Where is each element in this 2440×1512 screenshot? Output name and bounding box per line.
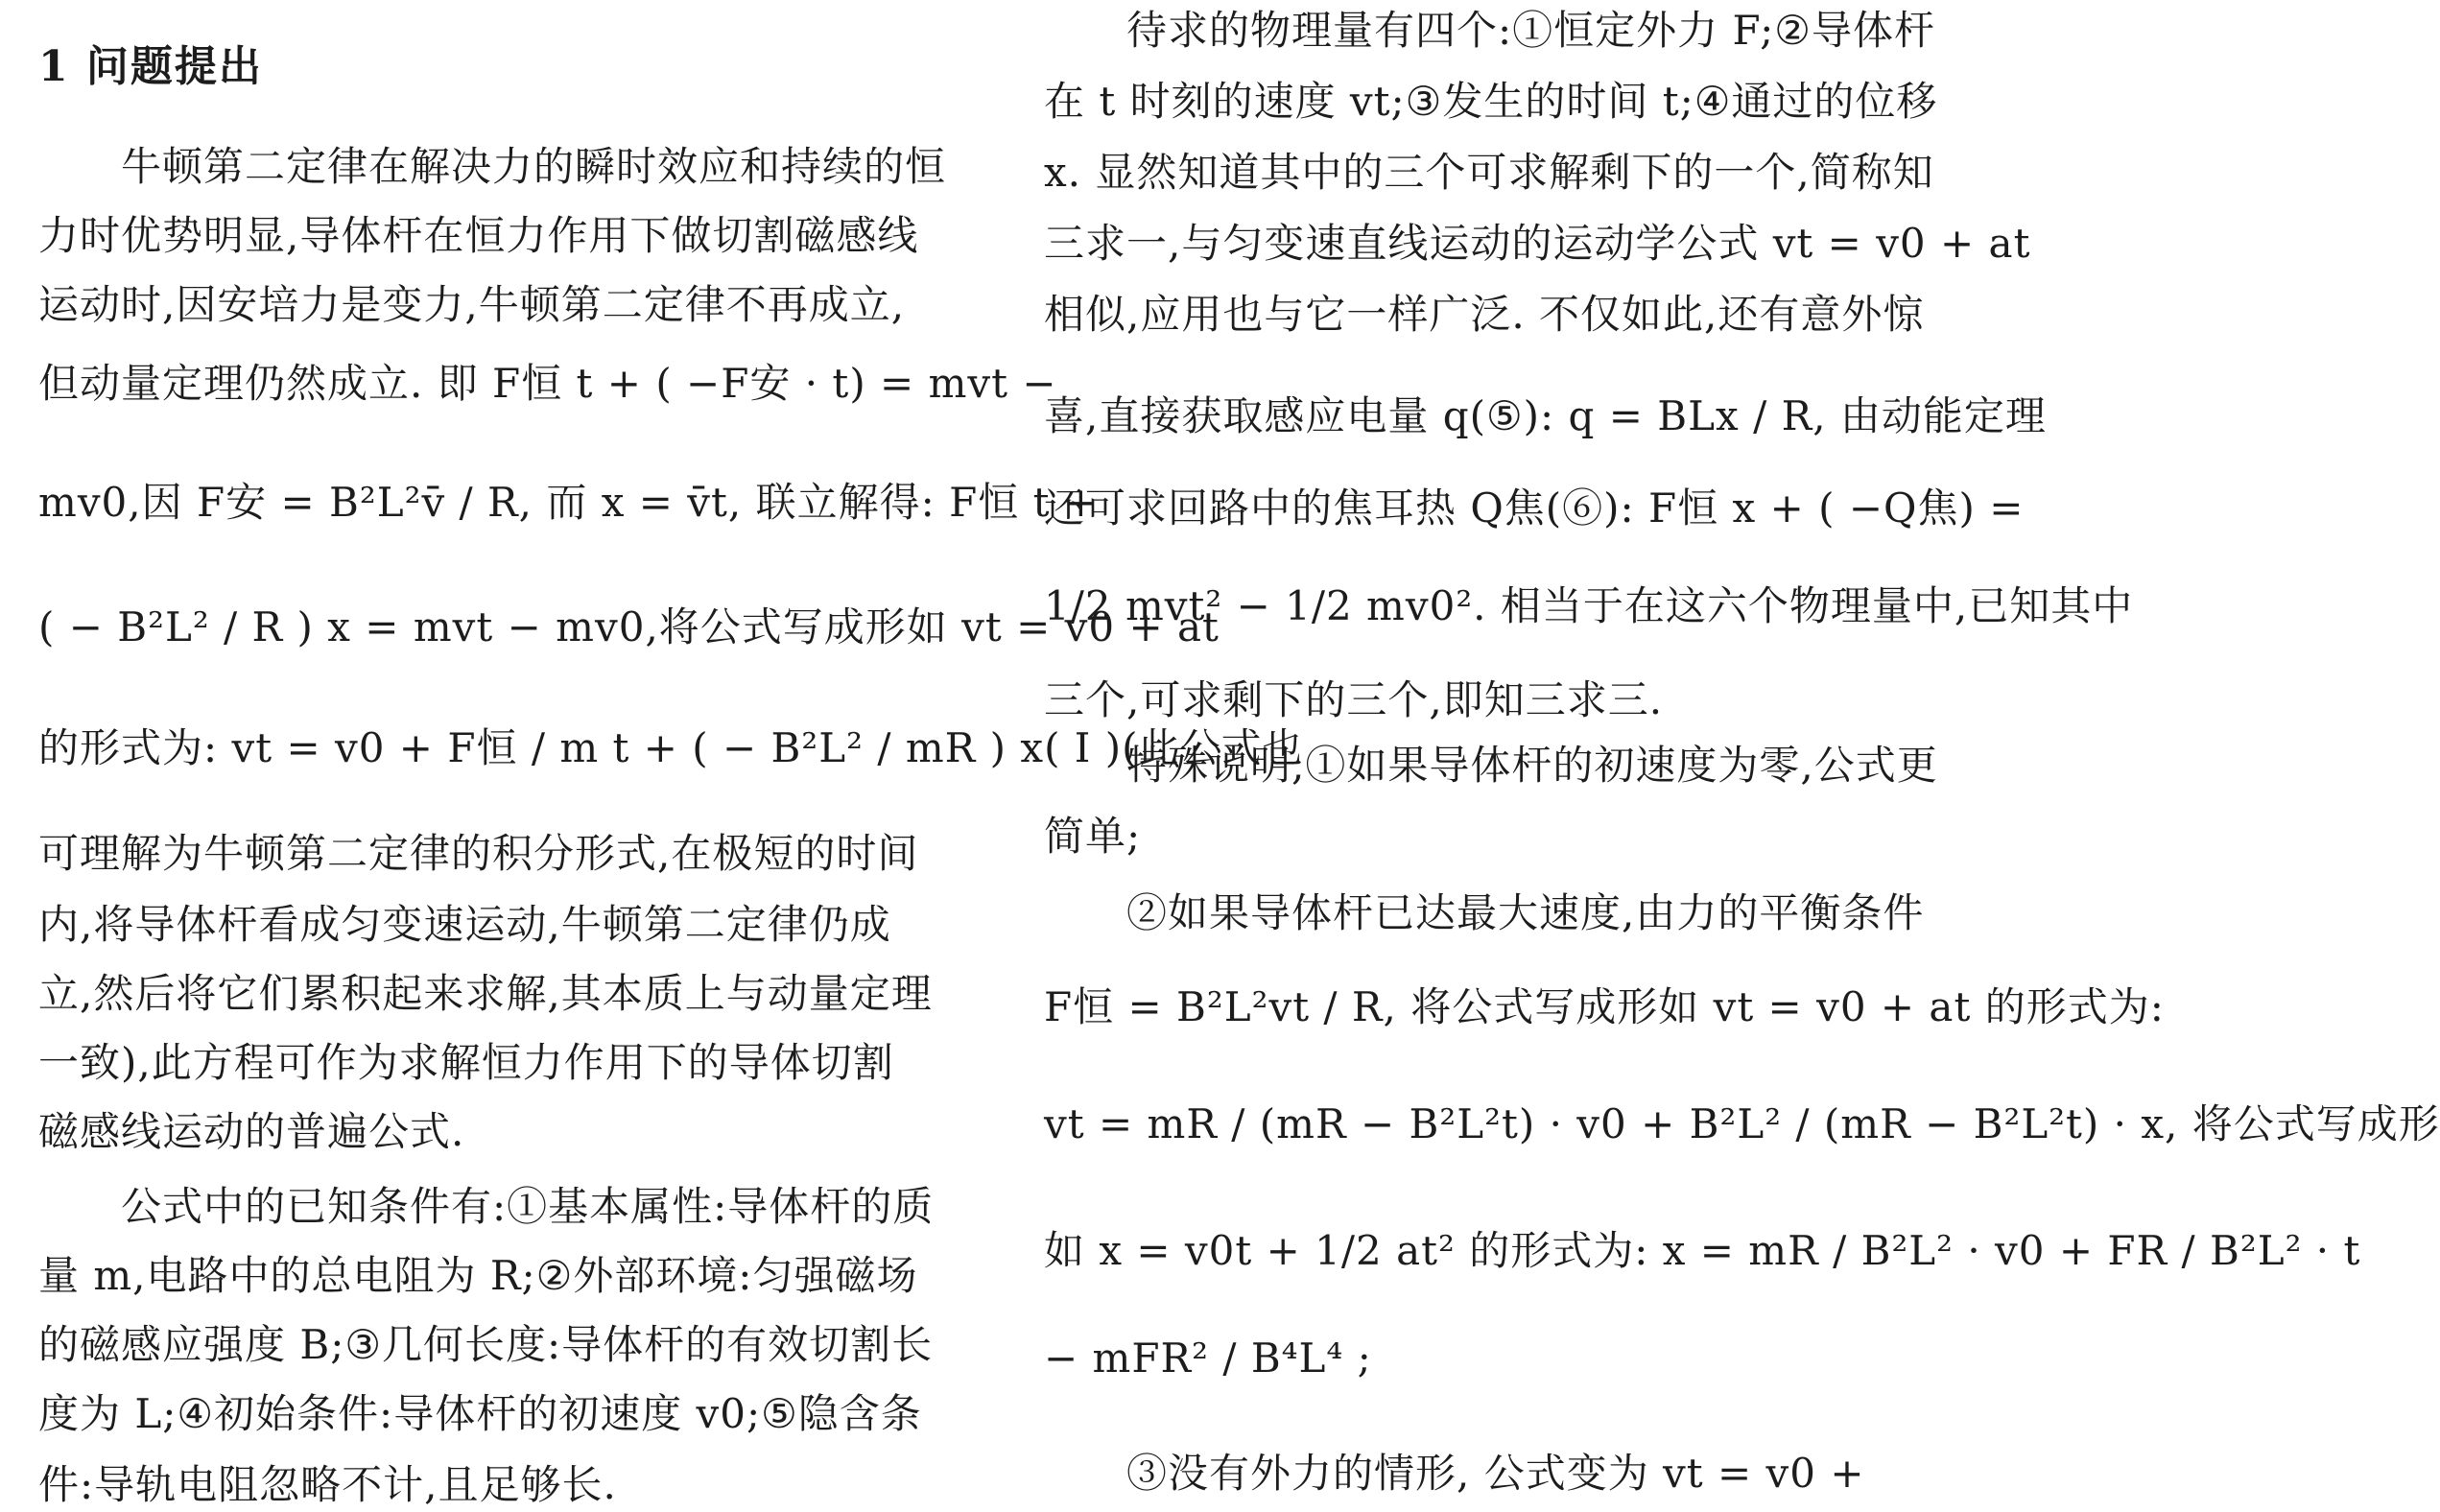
right-text-line: − mFR² / B⁴L⁴ ; [1044, 1335, 1372, 1382]
left-text-line: 量 m,电路中的总电阻为 R;②外部环境:匀强磁场 [38, 1252, 918, 1299]
right-text-line: 喜,直接获取感应电量 q(⑤): q = BLx / R, 由动能定理 [1044, 392, 2047, 439]
left-text-line: ( − B²L² / R ) x = mvt − mv0,将公式写成形如 vt = v0 + at [38, 603, 1220, 650]
right-text-line: vt = mR / (mR − B²L²t) · v0 + B²L² / (mR − B²L²t) · x, 将公式写成形 [1044, 1100, 2440, 1147]
left-text-line: 立,然后将它们累积起来求解,其本质上与动量定理 [38, 970, 933, 1017]
left-text-line: 但动量定理仍然成立. 即 F恒 t + ( −F安 · t) = mvt − [38, 360, 1057, 407]
left-text-line: 可理解为牛顿第二定律的积分形式,在极短的时间 [38, 830, 919, 877]
left-text-line: 内,将导体杆看成匀变速运动,牛顿第二定律仍成 [38, 901, 891, 948]
left-text-line: 公式中的已知条件有:①基本属性:导体杆的质 [121, 1183, 935, 1230]
left-text-line: 度为 L;④初始条件:导体杆的初速度 v0;⑤隐含条 [38, 1390, 922, 1437]
left-text-line: 磁感线运动的普遍公式. [38, 1108, 465, 1155]
right-text-line: 如 x = v0t + 1/2 at² 的形式为: x = mR / B²L² · v0 + FR / B²L² · t [1044, 1227, 2361, 1274]
left-text-line: 牛顿第二定律在解决力的瞬时效应和持续的恒 [121, 143, 947, 190]
right-text-line: 在 t 时刻的速度 vt;③发生的时间 t;④通过的位移 [1044, 78, 1938, 125]
left-text-line: 的磁感应强度 B;③几何长度:导体杆的有效切割长 [38, 1321, 934, 1368]
right-text-line: 相似,应用也与它一样广泛. 不仅如此,还有意外惊 [1044, 291, 1925, 338]
right-text-line: 三个,可求剩下的三个,即知三求三. [1044, 676, 1664, 723]
right-text-line: ③没有外力的情形, 公式变为 vt = v0 + [1126, 1450, 1865, 1497]
right-text-line: 还可求回路中的焦耳热 Q焦(⑥): F恒 x + ( −Q焦) = [1044, 484, 2025, 532]
right-text-line: ②如果导体杆已达最大速度,由力的平衡条件 [1126, 889, 1925, 936]
right-text-line: 1/2 mvt² − 1/2 mv0². 相当于在这六个物理量中,已知其中 [1044, 582, 2134, 629]
right-text-line: x. 显然知道其中的三个可求解剩下的一个,简称知 [1044, 149, 1934, 196]
section-heading: 1 问题提出 [38, 42, 263, 91]
left-text-line: 的形式为: vt = v0 + F恒 / m t + ( − B²L² / mR ) x( Ⅰ )(此公式也 [38, 724, 1304, 771]
right-text-line: 特殊说明,①如果导体杆的初速度为零,公式更 [1126, 742, 1938, 789]
left-text-line: 运动时,因安培力是变力,牛顿第二定律不再成立, [38, 281, 906, 328]
right-text-line: 简单; [1044, 813, 1142, 860]
left-text-line: mv0,因 F安 = B²L²v̄ / R, 而 x = v̄t, 联立解得: F恒 t + [38, 479, 1099, 526]
left-text-line: 力时优势明显,导体杆在恒力作用下做切割磁感线 [38, 212, 919, 259]
left-text-line: 件:导轨电阻忽略不计,且足够长. [38, 1461, 617, 1508]
left-text-line: 一致),此方程可作为求解恒力作用下的导体切割 [38, 1039, 894, 1086]
right-text-line: 三求一,与匀变速直线运动的运动学公式 vt = v0 + at [1044, 220, 2031, 267]
right-text-line: F恒 = B²L²vt / R, 将公式写成形如 vt = v0 + at 的形式为: [1044, 983, 2165, 1030]
right-text-line: 待求的物理量有四个:①恒定外力 F;②导体杆 [1126, 7, 1935, 54]
